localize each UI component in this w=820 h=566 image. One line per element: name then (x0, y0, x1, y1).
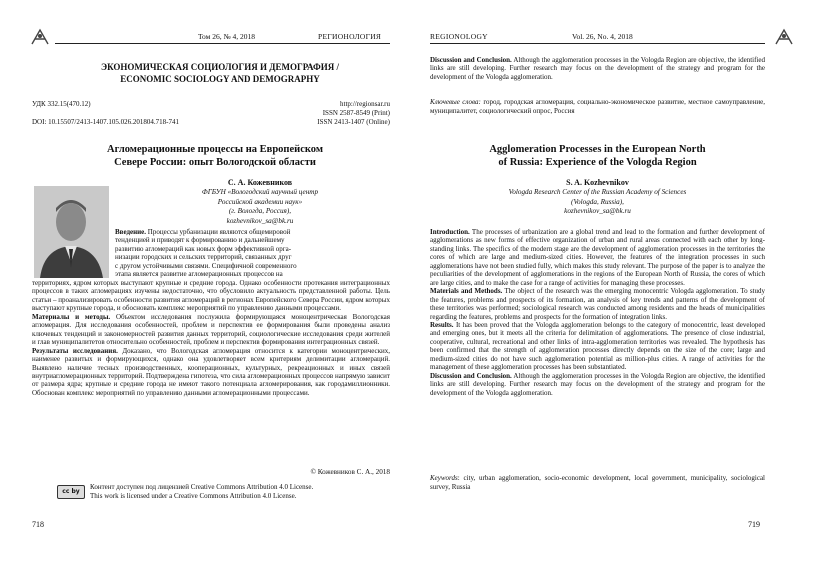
results-en (430, 321, 765, 372)
page-number-right: 719 (748, 520, 760, 529)
intro-ru-line: с другом устойчивыми связями. Специфичной современного (115, 261, 297, 270)
cc-by-license-icon[interactable]: cc by (57, 485, 85, 499)
methods-ru (32, 313, 390, 347)
keywords-ru-label: Ключевые слова: (430, 98, 481, 106)
intro-en-label: Introduction. (430, 228, 470, 236)
issn-online: ISSN 2413-1407 (Online) (317, 118, 390, 126)
methods-ru-text: Объектом исследования послужила формирующаяся моноцентрическая Вологодская агломерация. Для исследования особенностей, проблем и перспектив ее формирования были проведены анализ ключевых тенденций и закономерностей развития данных территорий, социологические исследования среди жителей и глав муниципалитетов относительно особенностей, проблем и перспектив формирования интеграционных связей. (32, 312, 391, 347)
intro-ru-label: Введение. (115, 228, 147, 236)
affil-en-line: Vologda Research Center of the Russian Academy of Sciences (508, 188, 687, 196)
header-rule (55, 43, 390, 44)
intro-ru-text: Процессы урбанизации являются общемировой (147, 228, 291, 236)
article-title-ru-line: Агломерационные процессы на Европейском (107, 144, 323, 155)
article-title-ru-line: Севере России: опыт Вологодской области (114, 157, 316, 168)
header-journal-en: REGIONOLOGY (430, 32, 488, 41)
keywords-en-text: : city, urban agglomeration, socio-economic development, local government, municipality, sociological survey, Russia (430, 474, 765, 491)
discussion-ru (430, 56, 765, 81)
affil-line: Российской академии наук» (217, 197, 303, 206)
issn-print: ISSN 2587-8549 (Print) (322, 109, 390, 117)
author-ru: С. А. Кожевников (227, 178, 293, 187)
intro-ru-line: тенденцией и приводят к формированию и дальнейшему (115, 236, 285, 245)
author-photo (34, 186, 109, 278)
copyright: © Кожевников С. А., 2018 (310, 468, 390, 476)
abstract-ru-body (32, 279, 390, 397)
section-title (55, 61, 385, 85)
affil-en-line: (Vologda, Russia), (571, 197, 624, 206)
intro-en (430, 228, 765, 287)
discussion-ru-label: Discussion and Conclusion. (430, 56, 512, 64)
article-title-en (430, 143, 765, 169)
results-en-text: It has been proved that the Vologda agglomeration belongs to the category of monocentric, least developed and emerging ones, but it meets all the criteria for delimitation of agglomerations. The presence of close industrial, cooperative, cultural, recreational and other links of intra-agglomeration territories was revealed. The hypothesis has been confirmed that the strength of agglomeration processes directly depends on the size of the core; large and medium-sized cities do not have such agglomeration potential as million-plus cities. A range of activities for the management of these agglomeration processes has been substantiated. (430, 320, 765, 372)
author-en: S. A. Kozhevnikov (566, 178, 629, 187)
author-email-ru[interactable]: kozhevnikov_sa@bk.ru (226, 216, 294, 225)
udc: УДК 332.15(470.12) (32, 100, 91, 108)
journal-logo-left-icon (30, 28, 50, 51)
keywords-ru (430, 98, 765, 115)
issn-block (240, 100, 390, 127)
affiliation-ru (130, 188, 390, 226)
abstract-en-body (430, 228, 765, 397)
results-ru-label: Результаты исследования. (32, 346, 118, 355)
discussion-ru-text: Although the agglomeration processes in the Vologda Region are objective, the identified links are still developing. Further research may focus on the development of the strategy and program for the development of the Vologda agglomeration. (430, 56, 765, 81)
keywords-en-label: Keywords (430, 474, 458, 482)
keywords-ru-text: город, городская агломерация, социально-экономическое развитие, местное самоуправление, муниципалитет, социологический опрос, Россия (430, 98, 766, 115)
right-page (410, 0, 820, 566)
header-volume-en: Vol. 26, No. 4, 2018 (572, 32, 633, 41)
intro-en-text: The processes of urbanization are a global trend and lead to the formation and further development of agglomerations as new forms of effective organization of urban and rural areas connected with each other by long-standing links. The specifics of the modern stage are the development of agglomeration processes in the territories the cores of which are large and medium-sized cities. However, the features of the integration processes in such agglomerations have not been studied fully, which makes this study relevant. The purpose of the paper is to analyze the peculiarities of the development of agglomerations in the regions of the European North of Russia, the cores of which are large cities, and to make the case for a range of activities for managing these processes. (430, 228, 766, 287)
discussion-ru-para (430, 56, 765, 81)
intro-ru-rest: территориях, ядром которых выступают крупные и средние города. Однако особенности протекания интеграционных процессов в таких агломерациях изучены недостаточно, что обусловило актуальность представленной работы. Цель статьи – проанализировать особенности развития агломераций в регионах Европейского Севера России, ядром которых выступают крупные города, и обосновать комплекс мероприятий по управлению данными процессами. (32, 279, 390, 313)
license-line-en: This work is licensed under a Creative Commons Attribution 4.0 License. (90, 491, 297, 500)
author-email-en[interactable]: kozhevnikov_sa@bk.ru (564, 207, 631, 216)
intro-ru-line: низации городских и сельских территорий, связанных друг (115, 253, 292, 262)
license-text (90, 483, 390, 500)
section-title-en: ECONOMIC SOCIOLOGY AND DEMOGRAPHY (120, 74, 320, 84)
intro-ru-line: развитию агломераций как новых форм эффективной орга- (115, 244, 292, 253)
results-ru-text: Доказано, что Вологодская агломерация относится к категории моноцентрических, наименее развитых и формирующихся, однако она удовлетворяет всем критериям делимитации агломераций. Выявлено наличие тесных производственных, кооперационных, культурных, рекреационных и иных связей внутриагломерационных территорий. Подтверждена гипотеза, что сила агломерационных процессов напрямую зависит от размера ядра; крупные и средние города не имеют такого потенциала агломерирования, как городамиллионники. Обоснован комплекс мероприятий по управлению данными агломерационными процессами. (32, 346, 390, 397)
discussion-en-text: Although the agglomeration processes in the Vologda Region are objective, the identified links are still developing. Further research may focus on the development of the strategy and program for the development of the Vologda agglomeration. (430, 371, 765, 397)
article-title-en-line: of Russia: Experience of the Vologda Region (498, 157, 697, 168)
intro-ru-line (115, 228, 390, 236)
results-en-label: Results. (430, 320, 454, 329)
article-title-ru (40, 143, 390, 169)
methods-ru-label: Материалы и методы. (32, 312, 111, 321)
page-number-left: 718 (32, 520, 44, 529)
discussion-en-label: Discussion and Conclusion. (430, 371, 512, 380)
header-journal: РЕГИОНОЛОГИЯ (318, 32, 382, 41)
site-link[interactable]: http://regionsar.ru (340, 100, 390, 108)
affil-line: ФГБУН «Вологодский научный центр (201, 188, 319, 196)
license-line-ru: Контент доступен под лицензией Creative Commons Attribution 4.0 License. (90, 483, 314, 491)
journal-logo-right-icon (774, 28, 794, 51)
intro-ru-top (115, 228, 390, 279)
keywords-en (430, 474, 765, 491)
doi: DOI: 10.15507/2413-1407.105.026.201804.718-741 (32, 118, 179, 126)
methods-en (430, 287, 765, 321)
affiliation-en (430, 188, 765, 217)
results-ru (32, 347, 390, 398)
methods-en-label: Materials and Methods. (430, 287, 503, 296)
article-title-en-line: Agglomeration Processes in the European North (489, 144, 706, 155)
header-volume: Том 26, № 4, 2018 (198, 32, 256, 41)
intro-ru-line: этапа является развитие агломерационных процессов на (115, 270, 283, 279)
header-rule (430, 43, 765, 44)
affil-line: (г. Вологда, Россия), (228, 207, 292, 216)
section-title-ru: ЭКОНОМИЧЕСКАЯ СОЦИОЛОГИЯ И ДЕМОГРАФИЯ / (101, 62, 339, 72)
methods-en-text: The object of the research was the emerging monocentric Vologda agglomeration. To study the features, problems and prospects of its formation, an analysis of key trends and patterns of the development of these territories was performed; sociological research was conducted among residents and the heads of municipalities regarding the features, problems and prospects for the formation of integration links. (430, 287, 765, 321)
discussion-en (430, 372, 765, 397)
